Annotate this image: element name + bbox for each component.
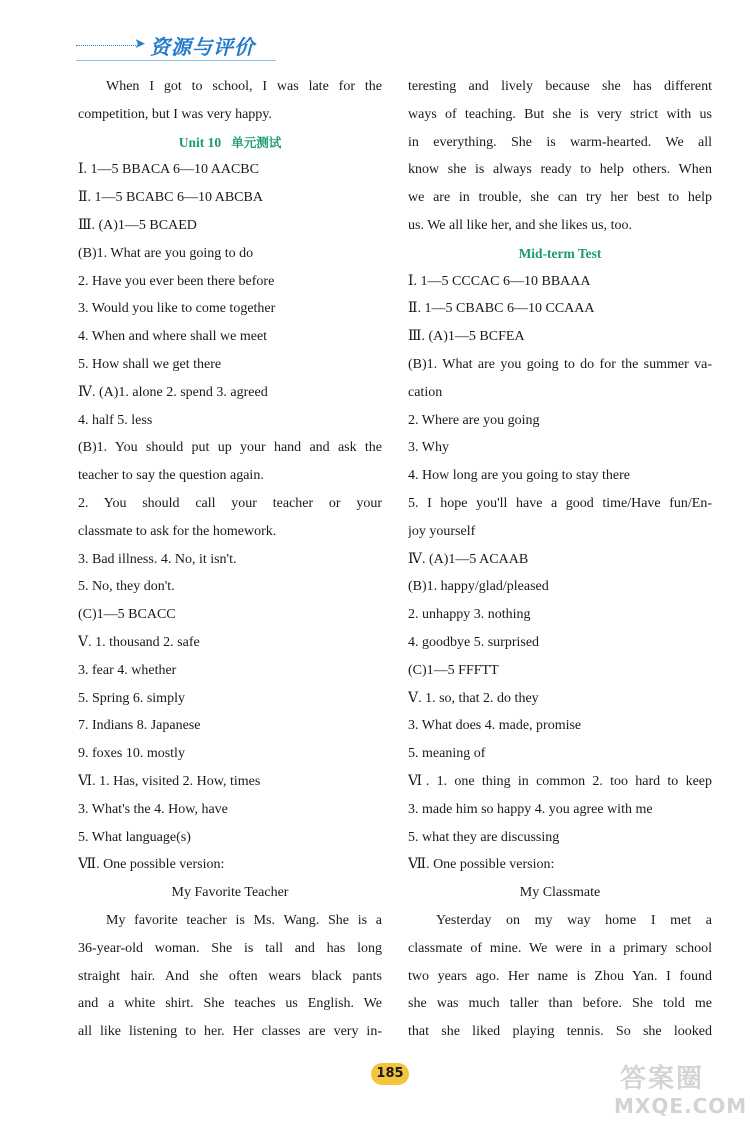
answer-line: Ⅴ. 1. so, that 2. do they (408, 690, 539, 706)
answer-line: (B)1. What are you going to do for the summer va- (408, 356, 712, 372)
answer-line: 3. fear 4. whether (78, 662, 177, 678)
answer-line: 2. Where are you going (408, 412, 540, 428)
essay-line: that she liked playing tennis. So she looked (408, 1024, 712, 1040)
answer-line: (B)1. What are you going to do (78, 245, 254, 261)
essay-line: 36-year-old woman. She is tall and has long (78, 940, 382, 956)
essay-line: she was much taller than before. She told me (408, 996, 712, 1012)
answer-line: 3. What's the 4. How, have (78, 801, 228, 817)
answer-line: teacher to say the question again. (78, 468, 264, 484)
answer-line: 3. Why (408, 440, 449, 456)
arrow-right-icon: ➤ (134, 36, 146, 52)
intro-line: know she is always ready to help others. When (408, 162, 712, 178)
answer-line: 5. what they are discussing (408, 829, 560, 845)
answer-line: Ⅵ. 1. one thing in common 2. too hard to keep (408, 773, 712, 789)
answer-line: 5. meaning of (408, 746, 486, 762)
answer-line: joy yourself (408, 523, 476, 539)
answer-line: Ⅲ. (A)1—5 BCFEA (408, 329, 525, 345)
answer-line: 5. Spring 6. simply (78, 690, 185, 706)
answer-line: Ⅵ. 1. Has, visited 2. How, times (78, 773, 261, 789)
essay-line: My favorite teacher is Ms. Wang. She is a (106, 912, 382, 928)
answer-line: Ⅱ. 1—5 BCABC 6—10 ABCBA (78, 190, 263, 206)
section-heading-unit10 (78, 129, 382, 157)
essay-title: My Favorite Teacher (171, 885, 289, 901)
essay-line: two years ago. Her name is Zhou Yan. I found (408, 968, 712, 984)
intro-line: we are in trouble, she can try her best to help (408, 190, 712, 206)
answer-line: Ⅳ. (A)1. alone 2. spend 3. agreed (78, 384, 268, 400)
answer-line: 4. goodbye 5. surprised (408, 634, 540, 650)
intro-line: ways of teaching. But she is very strict with us (408, 106, 712, 122)
essay-line: all like listening to her. Her classes are very in- (78, 1024, 382, 1040)
answer-line: Ⅰ. 1—5 CCCAC 6—10 BBAAA (408, 273, 591, 289)
answer-line: 3. Would you like to come together (78, 301, 276, 317)
answer-line: 4. half 5. less (78, 412, 153, 428)
intro-line: in everything. She is warm-hearted. We all (408, 134, 712, 150)
intro-line: When I got to school, I was late for the (106, 79, 382, 94)
right-column (408, 73, 712, 1046)
answer-line: 3. What does 4. made, promise (408, 718, 582, 734)
intro-line: us. We all like her, and she likes us, too. (408, 217, 632, 233)
answer-line: Ⅴ. 1. thousand 2. safe (78, 634, 200, 650)
essay-line: straight hair. And she often wears black pants (78, 968, 382, 984)
answer-line: 3. Bad illness. 4. No, it isn't. (78, 551, 237, 567)
answer-line: classmate to ask for the homework. (78, 523, 277, 539)
answer-line: Ⅰ. 1—5 BBACA 6—10 AACBC (78, 162, 259, 178)
answer-line: 5. I hope you'll have a good time/Have fun/En- (408, 495, 712, 511)
essay-line: Yesterday on my way home I met a (436, 912, 712, 928)
header-rule (76, 60, 276, 61)
answer-line: (C)1—5 FFFTT (408, 662, 499, 678)
header-title: 资源与评价 (150, 35, 255, 59)
answer-line: 5. No, they don't. (78, 579, 175, 595)
section-heading-en: Unit 10 (178, 134, 222, 150)
answer-line: 4. When and where shall we meet (78, 329, 268, 345)
watermark-domain: MXQE.COM (614, 1094, 748, 1118)
answer-line: (C)1—5 BCACC (78, 607, 176, 623)
answer-line: 7. Indians 8. Japanese (78, 718, 201, 734)
answer-line: 2. You should call your teacher or your (78, 495, 382, 511)
answer-line: 5. How shall we get there (78, 356, 222, 372)
answer-line: Ⅲ. (A)1—5 BCAED (78, 217, 197, 233)
left-column (78, 73, 382, 1046)
page-number: 185 (371, 1063, 409, 1085)
watermark-logo-text: 答案圈 (620, 1064, 705, 1094)
essay-line: classmate of mine. We were in a primary school (408, 940, 712, 956)
intro-line: competition, but I was very happy. (78, 106, 272, 122)
answer-line: (B)1. happy/glad/pleased (408, 579, 549, 595)
intro-line: teresting and lively because she has different (408, 79, 712, 94)
site-watermark (606, 1058, 746, 1120)
answer-line: 2. unhappy 3. nothing (408, 607, 531, 623)
answer-line: 3. made him so happy 4. you agree with me (408, 801, 653, 817)
header-dotted-line (76, 45, 136, 46)
answer-line: Ⅶ. One possible version: (78, 857, 225, 873)
answer-line: (B)1. You should put up your hand and ask the (78, 440, 382, 456)
section-heading-midterm: Mid-term Test (518, 245, 602, 261)
answer-line: cation (408, 384, 443, 400)
answer-line: Ⅱ. 1—5 CBABC 6—10 CCAAA (408, 301, 595, 317)
answer-line: 9. foxes 10. mostly (78, 746, 185, 762)
answer-line: 5. What language(s) (78, 829, 191, 845)
running-header (76, 28, 296, 62)
answer-line: 4. How long are you going to stay there (408, 468, 631, 484)
essay-line: and a white shirt. She teaches us English. We (78, 996, 382, 1012)
section-heading-cn: 单元测试 (231, 134, 282, 150)
answer-line: Ⅳ. (A)1—5 ACAAB (408, 551, 529, 567)
answer-line: Ⅶ. One possible version: (408, 857, 555, 873)
essay-title: My Classmate (519, 885, 601, 901)
answer-line: 2. Have you ever been there before (78, 273, 275, 289)
